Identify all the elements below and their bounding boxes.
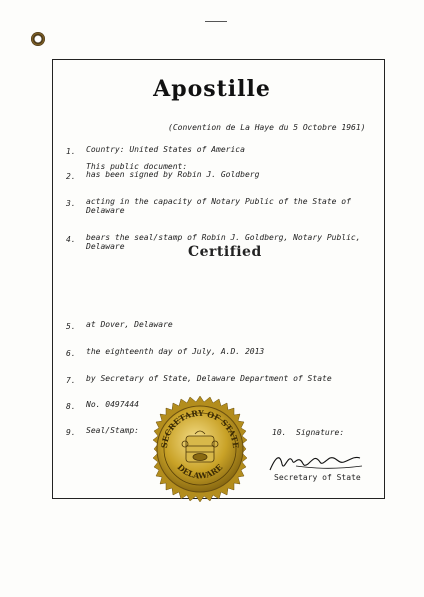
- certified-heading: Certified: [188, 244, 262, 260]
- signature-icon: [266, 446, 366, 476]
- state-seal-icon: [145, 394, 255, 504]
- item-number-5: 5.: [66, 322, 76, 331]
- item-seal-stamp-label: Seal/Stamp:: [86, 426, 139, 435]
- item-number-10: 10.: [272, 428, 287, 437]
- item-seal-bearer-state: Delaware: [86, 242, 125, 251]
- item-number-7: 7.: [66, 376, 76, 385]
- seal-top-text: SECRETARY OF STATE: [158, 407, 242, 449]
- signatory-title: Secretary of State: [274, 473, 361, 482]
- item-seal-bearer: bears the seal/stamp of Robin J. Goldberg, Notary Public,: [86, 233, 361, 242]
- item-date: the eighteenth day of July, A.D. 2013: [86, 347, 265, 356]
- item-certificate-number: No. 0497444: [86, 400, 139, 409]
- document-title: Apostille: [153, 76, 271, 102]
- item-number-3: 3.: [66, 199, 76, 208]
- signature-label: Signature:: [296, 428, 345, 437]
- item-number-2: 2.: [66, 172, 76, 181]
- item-capacity-state: Delaware: [86, 206, 125, 215]
- item-capacity: acting in the capacity of Notary Public of the State of: [86, 197, 351, 206]
- item-number-8: 8.: [66, 402, 76, 411]
- convention-reference: (Convention de La Haye du 5 Octobre 1961): [168, 123, 366, 132]
- item-signed-by: has been signed by Robin J. Goldberg: [86, 170, 260, 179]
- item-authority: by Secretary of State, Delaware Department of State: [86, 374, 332, 383]
- item-place: at Dover, Delaware: [86, 320, 173, 329]
- item-country: Country: United States of America: [86, 145, 245, 154]
- top-mark: [205, 21, 227, 22]
- item-public-document: This public document:: [86, 162, 188, 171]
- seal-bottom-text: DELAWARE: [175, 461, 225, 481]
- item-number-9: 9.: [66, 428, 76, 437]
- ribbon-grommet-icon: [31, 32, 45, 46]
- item-number-6: 6.: [66, 349, 76, 358]
- item-number-4: 4.: [66, 235, 76, 244]
- item-number-1: 1.: [66, 147, 76, 156]
